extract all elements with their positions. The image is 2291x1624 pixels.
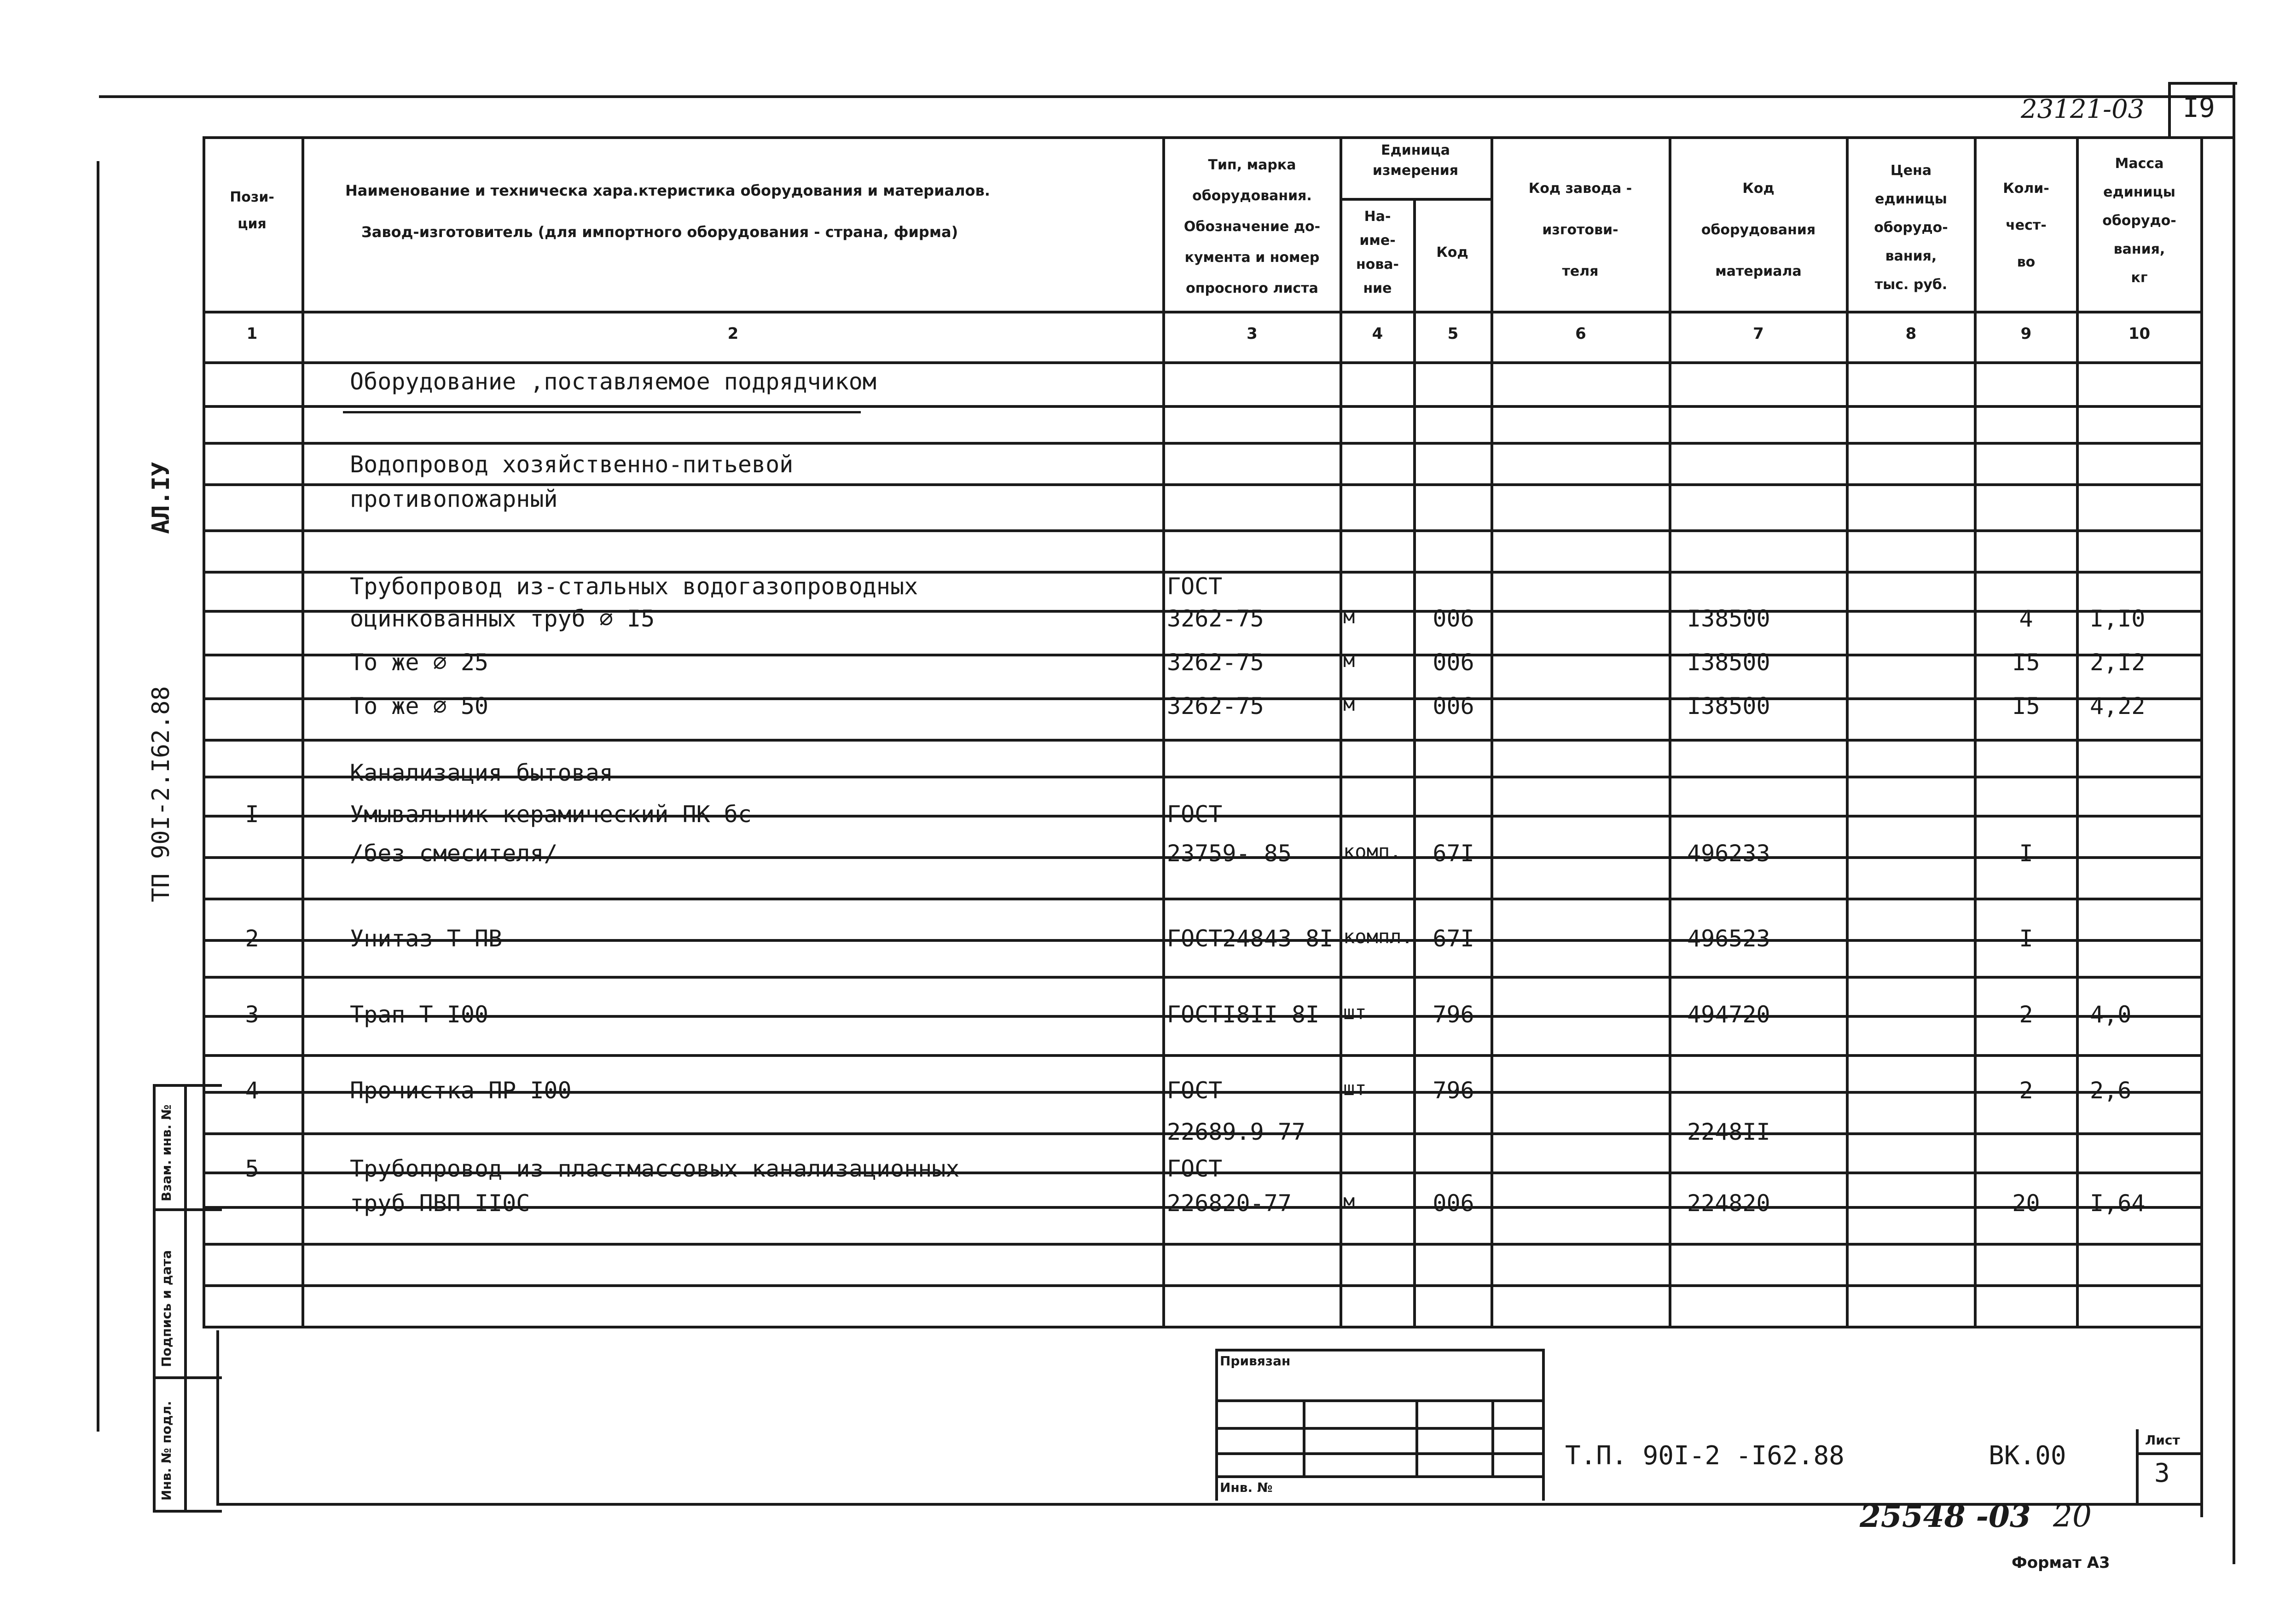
cell-type: 3262-75: [1167, 605, 1264, 632]
cell-qty: I5: [2012, 649, 2040, 676]
title-underline: [343, 411, 861, 413]
cell-name: /без смесителя/: [350, 840, 558, 867]
col-line-7: [1846, 136, 1849, 1328]
colnum-10: 10: [2128, 325, 2151, 343]
cell-code: 006: [1433, 1190, 1474, 1217]
colnum-6: 6: [1575, 325, 1586, 343]
cell-name: То же ∅ 50: [350, 693, 489, 719]
stamp-line-c: [1215, 1452, 1544, 1455]
sheet-box-split: [2136, 1452, 2200, 1455]
hdr-pos: [205, 184, 299, 238]
cell-type: 226820-77: [1167, 1190, 1292, 1217]
cell-name: Унитаз Т-ПВ: [350, 925, 503, 952]
col-line-5: [1491, 136, 1493, 1328]
top-border: [99, 95, 2235, 98]
hdr-c9-2: чест-: [2006, 217, 2047, 233]
cell-type: ГОСТ: [1167, 573, 1223, 600]
hdr-unit: [1342, 140, 1489, 181]
colnum-bottom: [203, 361, 2200, 364]
rule: [203, 1284, 2200, 1287]
rule: [203, 1326, 2200, 1328]
hdr-c8-3: оборудо-: [1874, 220, 1948, 236]
hdr-pos-2: ция: [238, 216, 267, 232]
stamp-sub-3: [1491, 1399, 1494, 1475]
cell-mass: 2,6: [2090, 1077, 2132, 1104]
cell-qty: 20: [2012, 1190, 2040, 1217]
vertical-album: АЛ.IУ: [147, 462, 175, 534]
cell-mat: I38500: [1687, 693, 1770, 719]
cell-type: 3262-75: [1167, 649, 1264, 676]
cell-unit: комп.: [1343, 840, 1402, 863]
colnum-7: 7: [1753, 325, 1764, 343]
colnum-3: 3: [1247, 325, 1258, 343]
header-bottom: [203, 311, 2200, 313]
hdr-c6-1: Код завода -: [1528, 180, 1632, 197]
hdr-type-2: оборудования.: [1192, 188, 1312, 204]
hdr-type-3: Обозначение до-: [1183, 219, 1321, 235]
cell-name: Оборудование ,поставляемое подрядчиком: [350, 368, 876, 395]
cell-name: труб ПВП II0С: [350, 1190, 530, 1217]
cell-pos: 3: [245, 1001, 259, 1028]
hdr-c10-5: кг: [2131, 270, 2148, 286]
cell-unit: компл.: [1343, 925, 1413, 948]
hdr-c6-3: теля: [1562, 263, 1599, 279]
cell-name: оцинкованных труб ∅ I5: [350, 605, 655, 632]
hdr-unit-name: [1342, 205, 1413, 301]
hdr-name-2: Завод-изготовитель (для импортного оборудования - страна, фирма): [361, 223, 958, 241]
cell-qty: I: [2019, 840, 2033, 867]
hdr-mass: [2078, 150, 2200, 292]
cell-qty: 2: [2019, 1077, 2033, 1104]
rule: [203, 405, 2200, 408]
cell-unit: м: [1343, 1190, 1355, 1212]
cell-pos: 5: [245, 1155, 259, 1182]
hdr-c6-2: изготови-: [1542, 222, 1618, 238]
cell-mass: 2,I2: [2090, 649, 2146, 676]
cell-type: ГОСТ24843-8I: [1167, 925, 1334, 952]
cell-unit: м: [1343, 605, 1355, 628]
colnum-9: 9: [2020, 325, 2032, 343]
hdr-c7-1: Код: [1742, 180, 1775, 197]
cell-qty: I: [2019, 925, 2033, 952]
cell-qty: 4: [2019, 605, 2033, 632]
cell-code: 796: [1433, 1001, 1474, 1028]
hdr-price: [1848, 157, 1974, 299]
col-line-9: [2076, 136, 2079, 1328]
rule: [203, 739, 2200, 742]
hdr-unit-code: Код: [1436, 244, 1468, 261]
cell-code: 006: [1433, 605, 1474, 632]
hdr-c10-4: вания,: [2113, 241, 2165, 257]
hdr-type-4: кумента и номер: [1184, 249, 1320, 266]
side-stamp-mid: [184, 1084, 187, 1512]
cell-code: 006: [1433, 649, 1474, 676]
col-line-10: [2200, 136, 2203, 1517]
hdr-type-1: Тип, марка: [1208, 157, 1296, 173]
handwritten-number-2: 20: [2053, 1498, 2092, 1534]
stamp-sheet-label: Лист: [2145, 1433, 2180, 1448]
rule: [203, 1054, 2200, 1057]
stamp-section: ВК.00: [1989, 1441, 2066, 1471]
sheet-box-left: [2136, 1429, 2139, 1503]
vertical-code: ТП 90I-2.I62.88: [147, 686, 175, 902]
hdr-type-5: опросного листа: [1186, 280, 1318, 296]
stamp-bound: Привязан: [1220, 1353, 1291, 1369]
hdr-c8-1: Цена: [1890, 162, 1932, 179]
cell-unit: шт: [1343, 1001, 1367, 1024]
unit-split: [1340, 198, 1491, 201]
cell-name: Прочистка ПР-I00: [350, 1077, 572, 1104]
cell-mat: 224820: [1687, 1190, 1770, 1217]
cell-name: Трап Т-I00: [350, 1001, 489, 1028]
col-line-2: [1162, 136, 1165, 1328]
cell-qty: I5: [2012, 693, 2040, 719]
handwritten-number: 25548 -03: [1860, 1498, 2031, 1534]
rule: [203, 1243, 2200, 1246]
hdr-qty: [1976, 170, 2076, 281]
col-line-6: [1669, 136, 1671, 1328]
hdr-unit-1: Единица: [1381, 142, 1450, 158]
stamp-line-b: [1215, 1427, 1544, 1430]
hdr-factory: [1493, 168, 1668, 292]
cell-mass: I,64: [2090, 1190, 2146, 1217]
cell-name: Умывальник керамический ПК бс: [350, 801, 752, 828]
cell-code: 67I: [1433, 840, 1474, 867]
stamp-box-top: [1215, 1349, 1544, 1351]
hdr-c8-4: вания,: [1885, 248, 1937, 264]
hdr-c10-3: оборудо-: [2102, 213, 2176, 229]
cell-name: Трубопровод из пластмассовых канализационных: [350, 1155, 960, 1182]
colnum-1: 1: [246, 325, 258, 343]
col-line-8: [1974, 136, 1977, 1328]
col-line-0: [203, 136, 205, 1328]
side-stamp-bottom: [153, 1510, 222, 1513]
stamp-line-a: [1215, 1399, 1544, 1402]
cell-mat: 2248II: [1687, 1119, 1770, 1145]
cell-mat: I38500: [1687, 649, 1770, 676]
rule: [203, 898, 2200, 900]
side-stamp-sign: Подпись и дата: [159, 1250, 174, 1367]
cell-mass: 4,0: [2090, 1001, 2132, 1028]
hdr-c7-3: материала: [1715, 263, 1802, 279]
cell-mat: 496233: [1687, 840, 1770, 867]
stamp-sheet: 3: [2154, 1458, 2170, 1488]
hdr-type: [1165, 150, 1340, 304]
cell-mass: I,I0: [2090, 605, 2146, 632]
frame-left-lower: [216, 1330, 219, 1505]
hdr-c9-1: Коли-: [2003, 180, 2049, 197]
colnum-8: 8: [1905, 325, 1917, 343]
hdr-c10-1: Масса: [2115, 156, 2164, 172]
hdr-c8-5: тыс. руб.: [1874, 277, 1948, 293]
rule: [203, 976, 2200, 979]
side-stamp-exch: Взам. инв. №: [159, 1104, 174, 1201]
stamp-inv: Инв. №: [1220, 1480, 1273, 1495]
cell-name: То же ∅ 25: [350, 649, 489, 676]
hdr-c8-2: единицы: [1875, 191, 1947, 207]
colnum-2: 2: [727, 325, 739, 343]
rule: [203, 529, 2200, 532]
right-border: [2233, 82, 2235, 1564]
hdr-c7-2: оборудования: [1701, 222, 1816, 238]
cell-code: 006: [1433, 693, 1474, 719]
format-label: Формат А3: [2012, 1554, 2110, 1572]
table-top: [203, 136, 2233, 139]
side-stamp-row2: [153, 1376, 222, 1379]
side-stamp-inv: Инв. № подл.: [159, 1401, 174, 1501]
stamp-line-d: [1215, 1475, 1544, 1478]
hdr-c4-1: На-: [1364, 209, 1391, 225]
hdr-c9-3: во: [2017, 254, 2036, 270]
hdr-c10-2: единицы: [2103, 184, 2175, 200]
side-stamp-left: [153, 1084, 156, 1512]
cell-type: 23759- 85: [1167, 840, 1292, 867]
hdr-pos-1: Пози-: [230, 189, 274, 205]
top-right-box-left: [2168, 82, 2171, 137]
sheet-number: I9: [2183, 92, 2215, 123]
cell-type: ГОСТ: [1167, 801, 1223, 828]
cell-mat: 496523: [1687, 925, 1770, 952]
cell-name: противопожарный: [350, 486, 558, 512]
col-line-3: [1340, 136, 1342, 1328]
stamp-sub-2: [1415, 1399, 1418, 1475]
hdr-c4-4: ние: [1363, 280, 1392, 296]
colnum-4: 4: [1372, 325, 1383, 343]
cell-mat: 494720: [1687, 1001, 1770, 1028]
cell-name: Водопровод хозяйственно-питьевой: [350, 451, 794, 478]
hdr-name-1: Наименование и техническа хара.ктеристика оборудования и материалов.: [345, 182, 990, 199]
cell-name: Трубопровод из-стальных водогазопроводных: [350, 573, 918, 600]
cell-type: ГОСТ: [1167, 1077, 1223, 1104]
cell-type: ГОСТI8II-8I: [1167, 1001, 1320, 1028]
hdr-matcode: [1671, 168, 1846, 292]
cell-type: ГОСТ: [1167, 1155, 1223, 1182]
cell-type: 3262-75: [1167, 693, 1264, 719]
hdr-c4-3: нова-: [1356, 256, 1399, 273]
left-margin-line: [97, 161, 99, 1432]
stamp-sub-1: [1303, 1399, 1305, 1475]
cell-code: 67I: [1433, 925, 1474, 952]
cell-name: Канализация бытовая: [350, 760, 613, 786]
cell-pos: I: [245, 801, 259, 828]
cell-pos: 4: [245, 1077, 259, 1104]
colnum-5: 5: [1447, 325, 1459, 343]
cell-unit: шт: [1343, 1077, 1367, 1100]
cell-pos: 2: [245, 925, 259, 952]
col-line-4: [1413, 198, 1416, 1328]
cell-unit: м: [1343, 649, 1355, 672]
cell-mass: 4,22: [2090, 693, 2146, 719]
cell-qty: 2: [2019, 1001, 2033, 1028]
cell-mat: I38500: [1687, 605, 1770, 632]
cell-unit: м: [1343, 693, 1355, 715]
stamp-designation: Т.П. 90I-2 -I62.88: [1565, 1441, 1844, 1471]
hdr-unit-2: измерения: [1372, 162, 1459, 179]
top-right-box-top: [2168, 82, 2237, 85]
rule: [203, 442, 2200, 445]
cell-code: 796: [1433, 1077, 1474, 1104]
col-line-1: [302, 136, 304, 1328]
cell-type: 22689.9-77: [1167, 1119, 1306, 1145]
hdr-c4-2: име-: [1359, 232, 1396, 249]
doc-code: 23121-03: [2021, 94, 2145, 124]
